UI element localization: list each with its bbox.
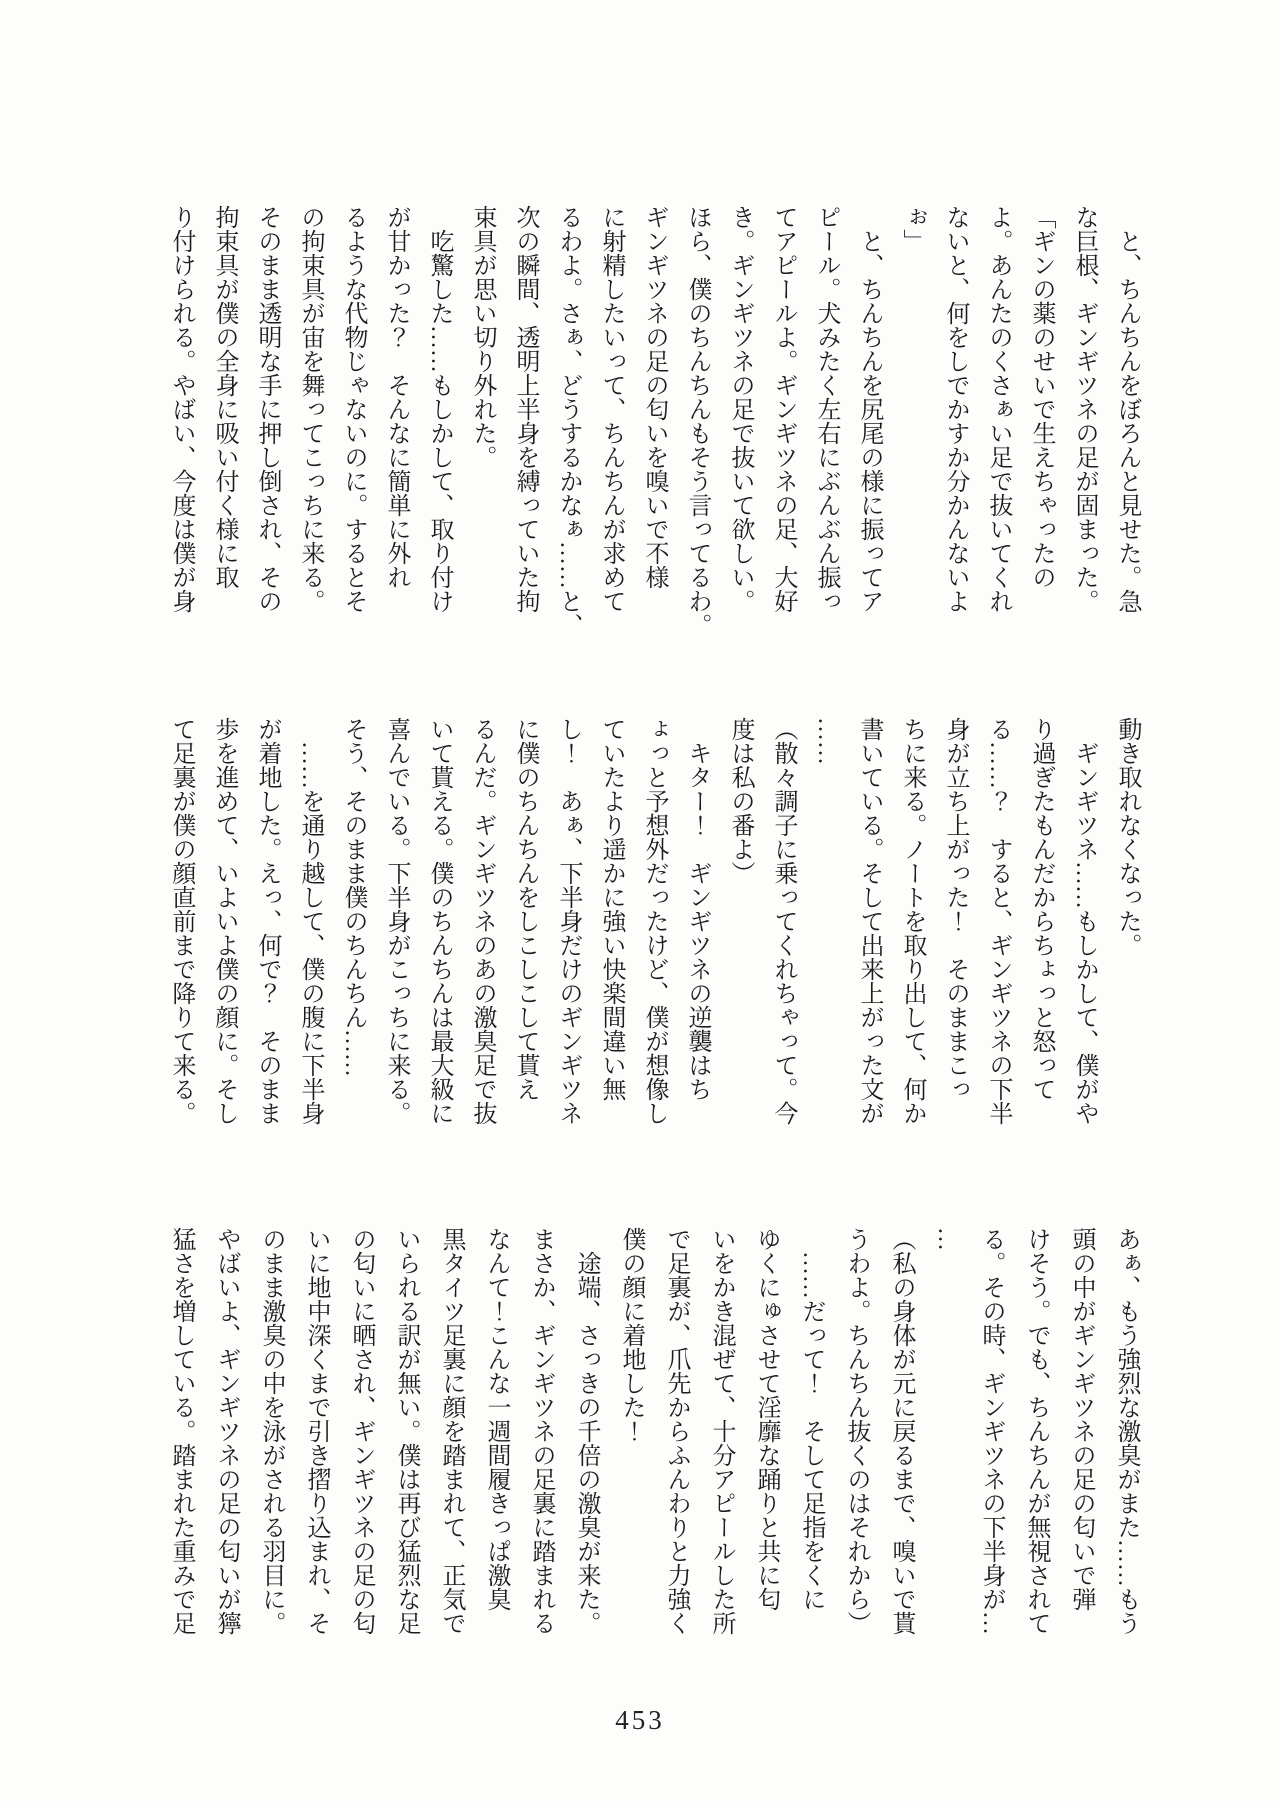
text-column: 拘束具が僕の全身に吸い付く様に取 xyxy=(211,205,237,589)
text-column: てアピールよ。ギンギツネの足、大好 xyxy=(770,205,796,613)
text-column: る……？ すると、ギンギツネの下半 xyxy=(985,717,1011,1125)
text-column: ほら、僕のちんちんもそう言ってるわ。 xyxy=(684,205,710,637)
text-column: と、ちんちんをぼろんと見せた。急 xyxy=(1114,205,1140,613)
text-column: の拘束具が宙を舞ってこっちに来る。 xyxy=(297,205,323,613)
text-column: ギンギツネの足の匂いを嗅いで不様 xyxy=(641,205,667,589)
text-column: に射精したいって、ちんちんが求めて xyxy=(598,205,624,613)
text-column: 歩を進めて、いよいよ僕の顔に。そし xyxy=(211,717,237,1125)
text-column: まさか、ギンギツネの足裏に踏まれる xyxy=(528,1227,554,1635)
text-column: ないと、何をしでかすか分かんないよ xyxy=(942,205,968,613)
text-band-top xyxy=(159,205,1148,637)
text-column: 束具が思い切り外れた。 xyxy=(469,205,495,469)
text-column: いて貰える。僕のちんちんは最大級に xyxy=(426,717,452,1125)
text-column: （私の身体が元に戻るまで、嗅いで貰 xyxy=(888,1227,914,1635)
text-column: ゆくにゅさせて淫靡な踊りと共に匂 xyxy=(753,1227,779,1611)
text-column: るわよ。さぁ、どうするかなぁ……と、 xyxy=(555,205,581,637)
text-column: 身が立ち上がった！ そのままこっ xyxy=(942,717,968,1101)
text-column: あぁ、もう強烈な激臭がまた……もう xyxy=(1113,1227,1139,1635)
text-column: いられる訳が無い。僕は再び猛烈な足 xyxy=(393,1227,419,1635)
page-number: 453 xyxy=(615,1705,665,1735)
text-column: けそう。でも、ちんちんが無視されて xyxy=(1023,1227,1049,1635)
text-column: 「ギンの薬のせいで生えちゃったの xyxy=(1028,205,1054,589)
text-column: 度は私の番よ） xyxy=(727,717,753,885)
text-column: ……を通り越して、僕の腹に下半身 xyxy=(297,717,323,1125)
text-column: し！ あぁ、下半身だけのギンギツネ xyxy=(555,717,581,1125)
text-column: キター！ ギンギツネの逆襲はち xyxy=(684,717,710,1101)
text-column: 動き取れなくなった。 xyxy=(1114,717,1140,957)
text-column: ピール。犬みたく左右にぶんぶん振っ xyxy=(813,205,839,613)
text-column: ぉ」 xyxy=(899,205,925,253)
text-column: て足裏が僕の顔直前まで降りて来る。 xyxy=(168,717,194,1125)
text-column: が着地した。えっ、何で？ そのまま xyxy=(254,717,280,1125)
text-column: で足裏が、爪先からふんわりと力強く xyxy=(663,1227,689,1635)
text-column: いに地中深くまで引き摺り込まれ、そ xyxy=(303,1227,329,1635)
text-column: そう、そのまま僕のちんちん…… xyxy=(340,717,366,1077)
text-band-middle xyxy=(159,717,1148,1125)
text-column: に僕のちんちんをしこしこして貰え xyxy=(512,717,538,1101)
text-column: 僕の顔に着地した！ xyxy=(618,1227,644,1443)
text-column: そのまま透明な手に押し倒され、その xyxy=(254,205,280,613)
text-column: （散々調子に乗ってくれちゃって。今 xyxy=(770,717,796,1125)
text-column: るような代物じゃないのに。するとそ xyxy=(340,205,366,613)
text-column: のまま激臭の中を泳がされる羽目に。 xyxy=(258,1227,284,1635)
text-band-bottom xyxy=(158,1227,1148,1635)
text-column: 黒タイツ足裏に顔を踏まれて、正気で xyxy=(438,1227,464,1635)
text-column: 猛さを増している。踏まれた重みで足 xyxy=(168,1227,194,1635)
text-column: うわよ。ちんちん抜くのはそれから） xyxy=(843,1227,869,1635)
text-column: が甘かった？ そんなに簡単に外れ xyxy=(383,205,409,589)
text-column: の匂いに晒され、ギンギツネの足の匂 xyxy=(348,1227,374,1635)
text-column: 喜んでいる。下半身がこっちに来る。 xyxy=(383,717,409,1125)
text-column: 頭の中がギンギツネの足の匂いで弾 xyxy=(1068,1227,1094,1611)
text-column: る。その時、ギンギツネの下半身が… xyxy=(978,1227,1004,1635)
text-column: ……だって！ そして足指をくに xyxy=(798,1227,824,1611)
text-column: な巨根、ギンギツネの足が固まった。 xyxy=(1071,205,1097,613)
text-column: り過ぎたもんだからちょっと怒って xyxy=(1028,717,1054,1101)
text-column: き。ギンギツネの足で抜いて欲しい。 xyxy=(727,205,753,613)
text-column: ていたより遥かに強い快楽間違い無 xyxy=(598,717,624,1101)
text-column: いをかき混ぜて、十分アピールした所 xyxy=(708,1227,734,1635)
text-column: り付けられる。やばい、今度は僕が身 xyxy=(168,205,194,613)
text-column: … xyxy=(933,1227,959,1251)
text-column: ちに来る。ノートを取り出して、何か xyxy=(899,717,925,1125)
text-column: るんだ。ギンギツネのあの激臭足で抜 xyxy=(469,717,495,1125)
text-column: と、ちんちんを尻尾の様に振ってア xyxy=(856,205,882,613)
text-column: ょっと予想外だったけど、僕が想像し xyxy=(641,717,667,1125)
text-column: 途端、さっきの千倍の激臭が来た。 xyxy=(573,1227,599,1635)
text-column: 次の瞬間、透明上半身を縛っていた拘 xyxy=(512,205,538,613)
text-column: よ。あんたのくさぁい足で抜いてくれ xyxy=(985,205,1011,613)
text-column: なんて！こんな一週間履きっぱ激臭 xyxy=(483,1227,509,1611)
text-column: 吃驚した……もしかして、取り付け xyxy=(426,205,452,613)
text-column: 書いている。そして出来上がった文が xyxy=(856,717,882,1125)
text-column: ギンギツネ……もしかして、僕がや xyxy=(1071,717,1097,1125)
text-column: やばいよ、ギンギツネの足の匂いが獰 xyxy=(213,1227,239,1635)
text-column: …… xyxy=(813,717,839,765)
